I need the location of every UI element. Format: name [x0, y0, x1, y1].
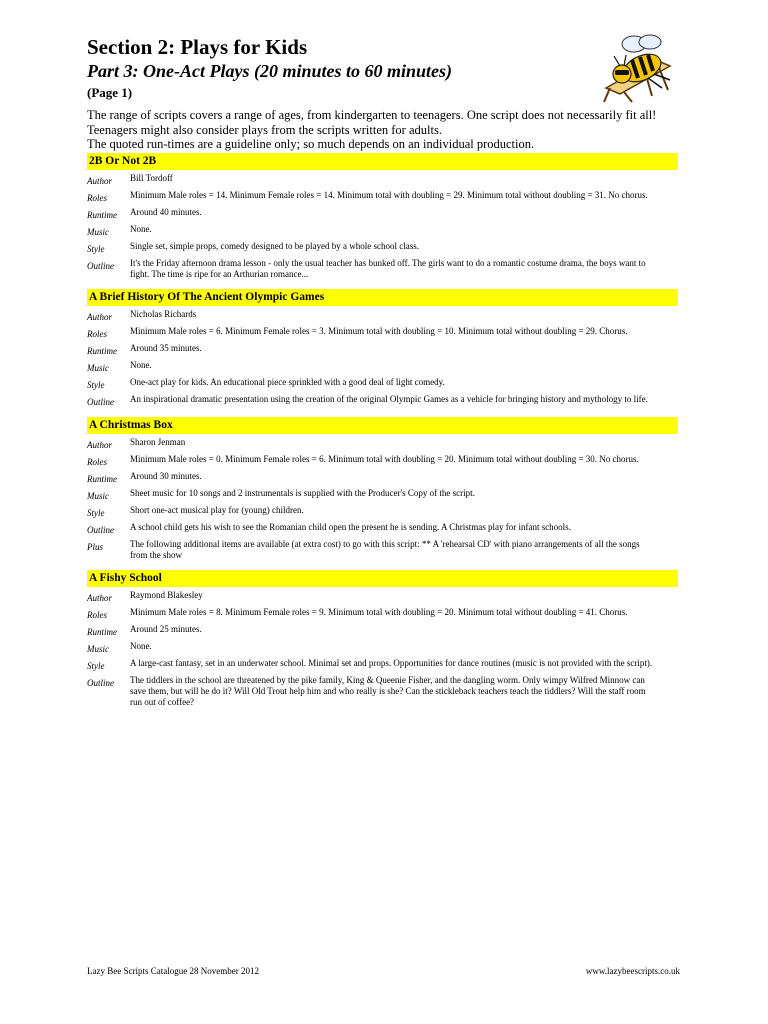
detail-label: Outline: [87, 677, 114, 688]
detail-row-runtime: [87, 343, 678, 357]
detail-label: Style: [87, 507, 105, 518]
detail-value: Around 40 minutes.: [130, 206, 202, 217]
script-title[interactable]: 2B Or Not 2B: [87, 153, 678, 170]
detail-row-music: [87, 360, 678, 374]
detail-label: Music: [87, 490, 109, 501]
detail-row-roles: [87, 326, 678, 340]
detail-row-outline: [87, 522, 678, 536]
page-number: (Page 1): [87, 85, 133, 100]
footer-catalogue-date: Lazy Bee Scripts Catalogue 28 November 2012: [87, 966, 259, 976]
detail-label: Plus: [87, 541, 104, 552]
detail-row-outline: [87, 394, 678, 408]
detail-label: Roles: [87, 328, 107, 339]
detail-label: Runtime: [87, 626, 117, 637]
detail-value: Minimum Male roles = 14. Minimum Female roles = 14. Minimum total with doubling = 29. Minimum total without doubling = 31. No chorus.: [130, 189, 648, 200]
detail-label: Roles: [87, 456, 107, 467]
footer-website-link[interactable]: www.lazybeescripts.co.uk: [585, 966, 680, 976]
detail-row-style: [87, 241, 678, 255]
detail-value: It's the Friday afternoon drama lesson - only the usual teacher has bunked off. The girls want to do a romantic costume drama, the boys want to fight. The time is ripe for an Arthurian romance...: [130, 257, 646, 279]
detail-row-author: [87, 590, 678, 604]
script-entry: [87, 153, 678, 280]
detail-value: Minimum Male roles = 0. Minimum Female roles = 6. Minimum total with doubling = 20. Minimum total without doubling = 30. No chorus.: [130, 453, 639, 464]
intro-text-2: The quoted run-times are a guideline only; so much depends on an individual production.: [87, 137, 535, 151]
detail-label: Style: [87, 243, 105, 254]
detail-label: Roles: [87, 192, 107, 203]
detail-label: Author: [87, 439, 113, 450]
detail-row-style: [87, 505, 678, 519]
detail-label: Runtime: [87, 345, 117, 356]
script-list: [87, 153, 678, 708]
detail-row-style: [87, 377, 678, 391]
detail-label: Runtime: [87, 209, 117, 220]
detail-value: Sheet music for 10 songs and 2 instrumentals is supplied with the Producer's Copy of the script.: [130, 487, 475, 498]
detail-label: Runtime: [87, 473, 117, 484]
script-title[interactable]: A Christmas Box: [87, 417, 678, 434]
page-title: Section 2: Plays for Kids: [87, 35, 308, 59]
detail-row-roles: [87, 454, 678, 468]
detail-value: Minimum Male roles = 6. Minimum Female roles = 3. Minimum total with doubling = 10. Minimum total without doubling = 29. Chorus.: [130, 325, 628, 336]
detail-value: Around 35 minutes.: [130, 342, 202, 353]
detail-value: Around 30 minutes.: [130, 470, 202, 481]
detail-value: Sharon Jenman: [130, 436, 186, 447]
detail-label: Style: [87, 379, 105, 390]
script-title[interactable]: A Brief History Of The Ancient Olympic Games: [87, 289, 678, 306]
detail-row-outline: [87, 258, 678, 280]
detail-row-runtime: [87, 471, 678, 485]
detail-label: Author: [87, 175, 113, 186]
detail-row-style: [87, 658, 678, 672]
detail-label: Outline: [87, 524, 114, 535]
detail-row-plus: [87, 539, 678, 561]
detail-value: Around 25 minutes.: [130, 623, 202, 634]
detail-value: An inspirational dramatic presentation using the creation of the original Olympic Games as a vehicle for bringing history and mythology to life.: [130, 393, 648, 404]
detail-value: One-act play for kids. An educational piece sprinkled with a good deal of light comedy.: [130, 376, 445, 387]
intro-text-1: The range of scripts covers a range of ages, from kindergarten to teenagers. One script does not necessarily fit all! Teenagers might also consider plays from the scripts written for adults.: [87, 108, 657, 137]
detail-row-author: [87, 309, 678, 323]
detail-row-author: [87, 437, 678, 451]
detail-label: Outline: [87, 260, 114, 271]
script-entry: [87, 570, 678, 708]
detail-value: Single set, simple props, comedy designed to be played by a whole school class.: [130, 240, 419, 251]
detail-label: Author: [87, 592, 113, 603]
catalogue-page: [87, 34, 678, 708]
detail-label: Style: [87, 660, 105, 671]
detail-label: Music: [87, 226, 109, 237]
detail-label: Outline: [87, 396, 114, 407]
detail-row-roles: [87, 190, 678, 204]
detail-row-music: [87, 641, 678, 655]
script-title[interactable]: A Fishy School: [87, 570, 678, 587]
detail-row-roles: [87, 607, 678, 621]
detail-value: The following additional items are available (at extra cost) to go with this script: ** A 'rehearsal CD' with piano arrangements of all the songs from the show: [130, 538, 640, 560]
script-entry: [87, 289, 678, 408]
detail-value: Nicholas Richards: [130, 308, 197, 319]
detail-label: Music: [87, 362, 109, 373]
detail-row-outline: [87, 675, 678, 708]
detail-value: None.: [130, 223, 152, 234]
detail-label: Music: [87, 643, 109, 654]
script-entry: [87, 417, 678, 561]
detail-row-runtime: [87, 624, 678, 638]
page-subtitle: Part 3: One-Act Plays (20 minutes to 60 minutes): [87, 61, 453, 81]
detail-value: A school child gets his wish to see the Romanian child open the present he is sending. A Christmas play for infant schools.: [130, 521, 571, 532]
detail-value: Raymond Blakesley: [130, 589, 203, 600]
detail-label: Author: [87, 311, 113, 322]
intro-paragraph: [87, 108, 678, 152]
detail-row-author: [87, 173, 678, 187]
detail-value: The tiddlers in the school are threatened by the pike family, King & Queenie Fisher, and the dangling worm. Only wimpy Wilfred Minnow can save them, but will he do it? Will Old Trout help him and who really is she? Can the stickleback teachers teach the tiddlers? Will the staff room run out of coffee?: [130, 674, 646, 707]
detail-row-runtime: [87, 207, 678, 221]
detail-value: Minimum Male roles = 8. Minimum Female roles = 9. Minimum total with doubling = 20. Minimum total without doubling = 41. Chorus.: [130, 606, 628, 617]
detail-value: None.: [130, 359, 152, 370]
detail-value: Bill Tordoff: [130, 172, 173, 183]
detail-label: Roles: [87, 609, 107, 620]
detail-value: Short one-act musical play for (young) children.: [130, 504, 304, 515]
detail-row-music: [87, 224, 678, 238]
detail-value: A large-cast fantasy, set in an underwater school. Minimal set and props. Opportunities for dance routines (music is not provided with the script).: [130, 657, 653, 668]
detail-row-music: [87, 488, 678, 502]
detail-value: None.: [130, 640, 152, 651]
page-footer: [87, 966, 680, 976]
